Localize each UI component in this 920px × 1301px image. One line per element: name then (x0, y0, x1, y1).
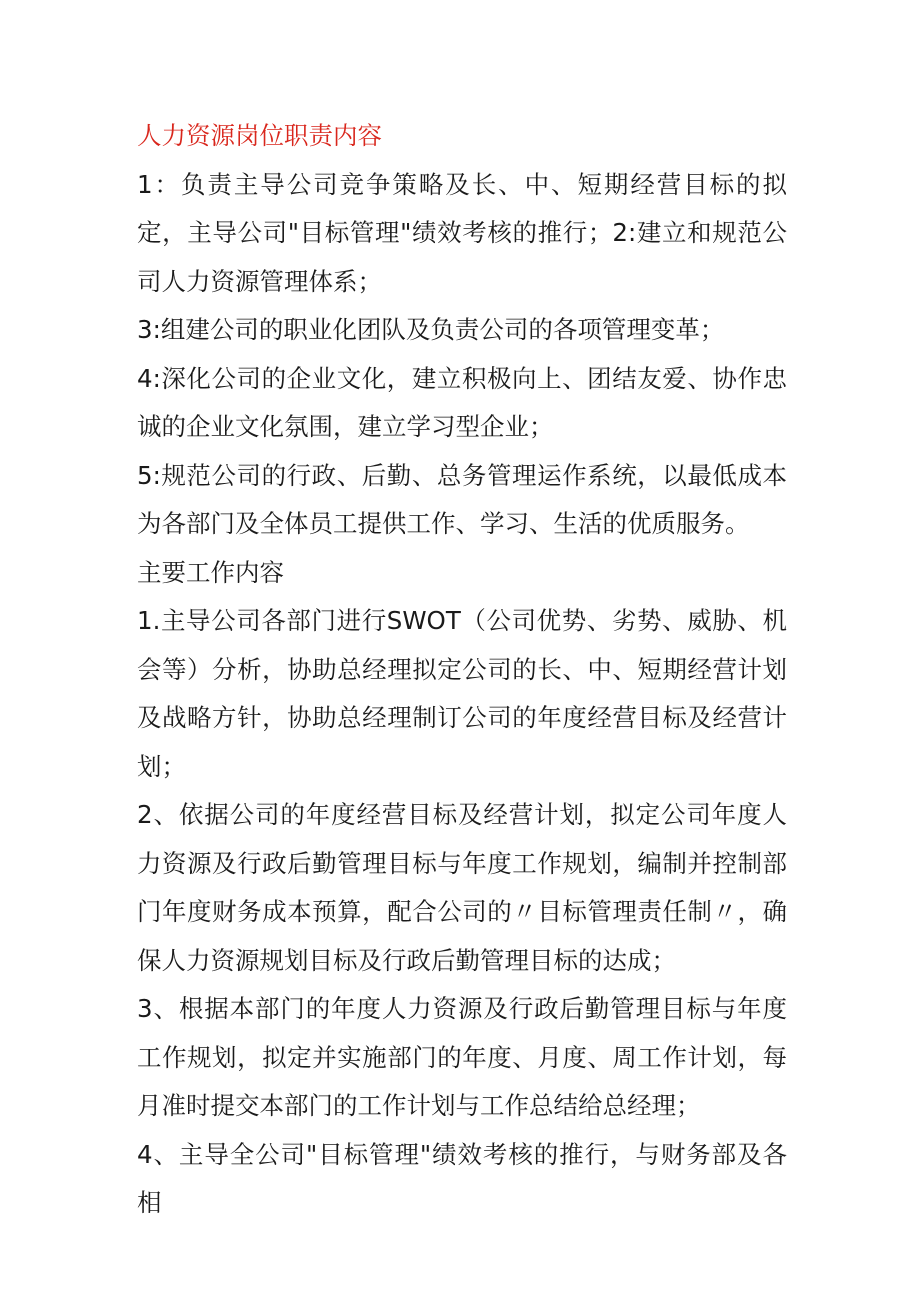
section-heading: 主要工作内容 (137, 557, 284, 587)
work-item-4: 4、主导全公司"目标管理"绩效考核的推行，与财务部及各相 (137, 1139, 787, 1217)
work-item-2: 2、依据公司的年度经营目标及经营计划，拟定公司年度人力资源及行政后勤管理目标与年度工作规划，编制并控制部门年度财务成本预算，配合公司的〃目标管理责任制〃，确保人力资源规划目标及行政后勤管理目标的达成； (137, 800, 787, 975)
paragraph-5: 5:规范公司的行政、后勤、总务管理运作系统，以最低成本为各部门及全体员工提供工作、学习、生活的优质服务。 (137, 460, 787, 538)
paragraph-1: 1：负责主导公司竞争策略及长、中、短期经营目标的拟定，主导公司"目标管理"绩效考核的推行；2:建立和规范公司人力资源管理体系； (137, 169, 787, 296)
work-item-1: 1.主导公司各部门进行SWOT（公司优势、劣势、威胁、机会等）分析，协助总经理拟定公司的长、中、短期经营计划及战略方针，协助总经理制订公司的年度经营目标及经营计划； (137, 606, 787, 781)
work-item-3: 3、根据本部门的年度人力资源及行政后勤管理目标与年度工作规划，拟定并实施部门的年度、月度、周工作计划，每月准时提交本部门的工作计划与工作总结给总经理； (137, 994, 787, 1120)
paragraph-3: 3:组建公司的职业化团队及负责公司的各项管理变革； (137, 315, 725, 344)
document-body (137, 112, 787, 1228)
document-title: 人力资源岗位职责内容 (137, 121, 382, 150)
paragraph-4: 4:深化公司的企业文化，建立积极向上、团结友爱、协作忠诚的企业文化氛围，建立学习型企业； (137, 363, 787, 441)
